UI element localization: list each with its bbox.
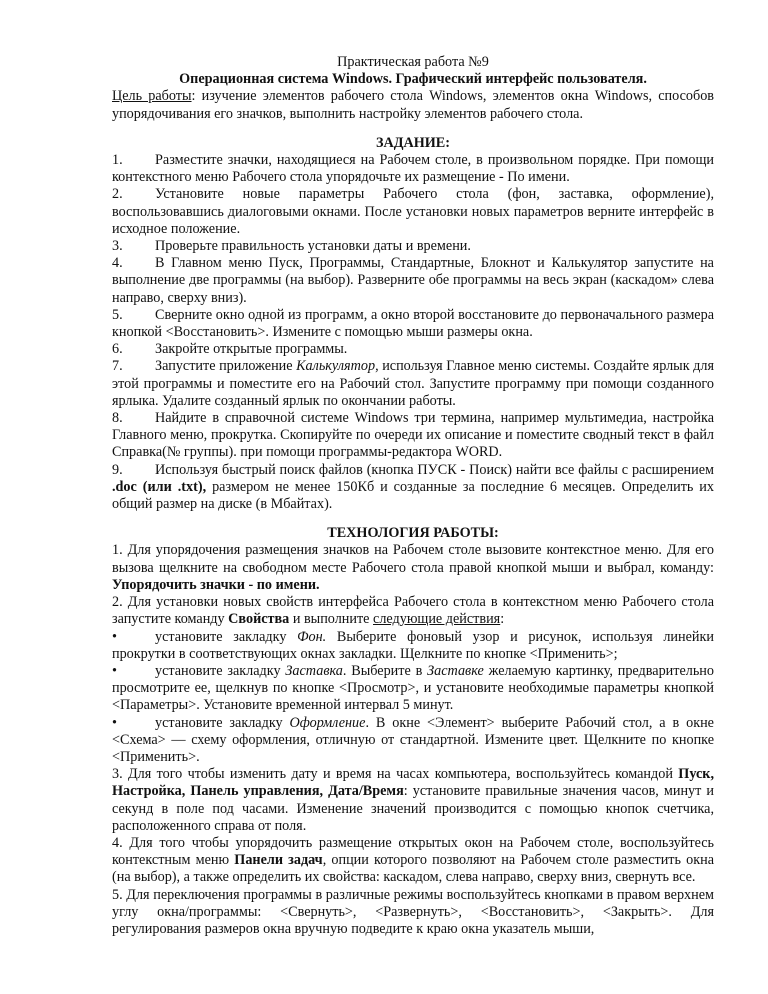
tech-paragraph-2: 2. Для установки новых свойств интерфейса Рабочего стола в контекстном меню Рабочего стола запустите команду Свойства и выполните следующие действия: xyxy=(112,594,714,628)
tech-paragraph-1: 1. Для упорядочения размещения значков на Рабочем столе вызовите контекстное меню. Для его вызова щелкните на свободном месте Рабочего стола правой кнопкой мыши и выбрал, команду: Упорядочить значки - по имени. xyxy=(112,542,714,593)
tech-bullet-2: • установите закладку Заставка. Выберите в Заставке желаемую картинку, предварительно просмотрите ее, щелкнув по кнопке <Просмотр>, и установите необходимые параметры кнопкой <Параметры>. Установите временной интервал 5 минут. xyxy=(112,662,714,714)
document-body xyxy=(112,54,714,938)
task-item-9: 9. Используя быстрый поиск файлов (кнопка ПУСК - Поиск) найти все файлы с расширением .doc (или .txt), размером не менее 150Кб и созданные за последние 6 месяцев. Определить их общий размер на диске (в Мбайтах). xyxy=(112,461,714,513)
goal-text: : изучение элементов рабочего стола Windows, элементов окна Windows, способов упорядочивания его значков, выполнить настройку элементов рабочего стола. xyxy=(112,88,715,122)
doc-title: Практическая работа №9 xyxy=(337,54,489,70)
task-item-6: 6. Закройте открытые программы. xyxy=(112,341,348,358)
task-item-2: 2. Установите новые параметры Рабочего стола (фон, заставка, оформление), воспользовавшись диалоговыми окнами. После установки новых параметров верните интерфейс в исходное положение. xyxy=(112,186,714,237)
goal-label: Цель работы xyxy=(112,88,192,105)
tech-bullet-1: • установите закладку Фон. Выберите фоновый узор и рисунок, используя линейки прокрутки в соответствующих окнах закладки. Щелкните по кнопке <Применить>; xyxy=(112,628,714,662)
task-item-8: 8. Найдите в справочной системе Windows три термина, например мультимедиа, настройка Главного меню, прокрутка. Скопируйте по очереди их описание и поместите сводный текст в файл Справка(№ группы). при помощи программы-редактора WORD. xyxy=(112,410,714,461)
tech-paragraph-5: 5. Для переключения программы в различные режимы воспользуйтесь кнопками в правом верхнем углу окна/программы: <Свернуть>, <Развернуть>, <Восстановить>, <Закрыть>. Для регулирования размеров окна вручную подведите к краю окна указатель мыши, xyxy=(112,886,714,937)
doc-subtitle: Операционная система Windows. Графический интерфейс пользователя. xyxy=(179,71,647,88)
tech-heading: ТЕХНОЛОГИЯ РАБОТЫ: xyxy=(327,525,499,542)
task-item-7: 7. Запустите приложение Калькулятор, используя Главное меню системы. Создайте ярлык для этой программы и поместите его на Рабочий стол. Запустите программу при помощи созданного ярлыка. Удалите созданный ярлык по окончании работы. xyxy=(112,358,715,409)
tech-paragraph-4: 4. Для того чтобы упорядочить размещение открытых окон на Рабочем столе, воспользуйтесь контекстным меню Панели задач, опции которого позволяют на Рабочем столе разместить окна (на выбор), а также определить их свойства: каскадом, слева направо, сверху вниз, свернуть все. xyxy=(112,834,715,886)
task-item-5: 5. Сверните окно одной из программ, а окно второй восстановите до первоначального размера кнопкой <Восстановить>. Измените с помощью мыши размеры окна. xyxy=(112,306,714,341)
task-item-1: 1. Разместите значки, находящиеся на Рабочем столе, в произвольном порядке. При помощи контекстного меню Рабочего стола упорядочьте их размещение - По имени. xyxy=(112,152,714,186)
tech-paragraph-3: 3. Для того чтобы изменить дату и время на часах компьютера, воспользуйтесь командой Пуск, Настройка, Панель управления, Дата/Время: установите правильные значения часов, минут и секунд в поле под часами. Изменение значений производится с помощью кнопок счетчика, расположенного справа от поля. xyxy=(112,766,714,834)
task-item-3: 3. Проверьте правильность установки даты и времени. xyxy=(112,238,471,255)
task-heading: ЗАДАНИЕ: xyxy=(376,134,450,151)
task-item-4: 4. В Главном меню Пуск, Программы, Стандартные, Блокнот и Калькулятор запустите на выполнение две программы (на выбор). Разверните обе программы на весь экран (каскадом» слева направо, сверху вниз). xyxy=(112,255,714,306)
goal-paragraph xyxy=(112,88,714,122)
tech-bullet-3: • установите закладку Оформление. В окне <Элемент> выберите Рабочий стол, а в окне <Схема> — схему оформления, отличную от стандартной. Измените цвет. Щелкните по кнопке <Применить>. xyxy=(112,714,714,765)
